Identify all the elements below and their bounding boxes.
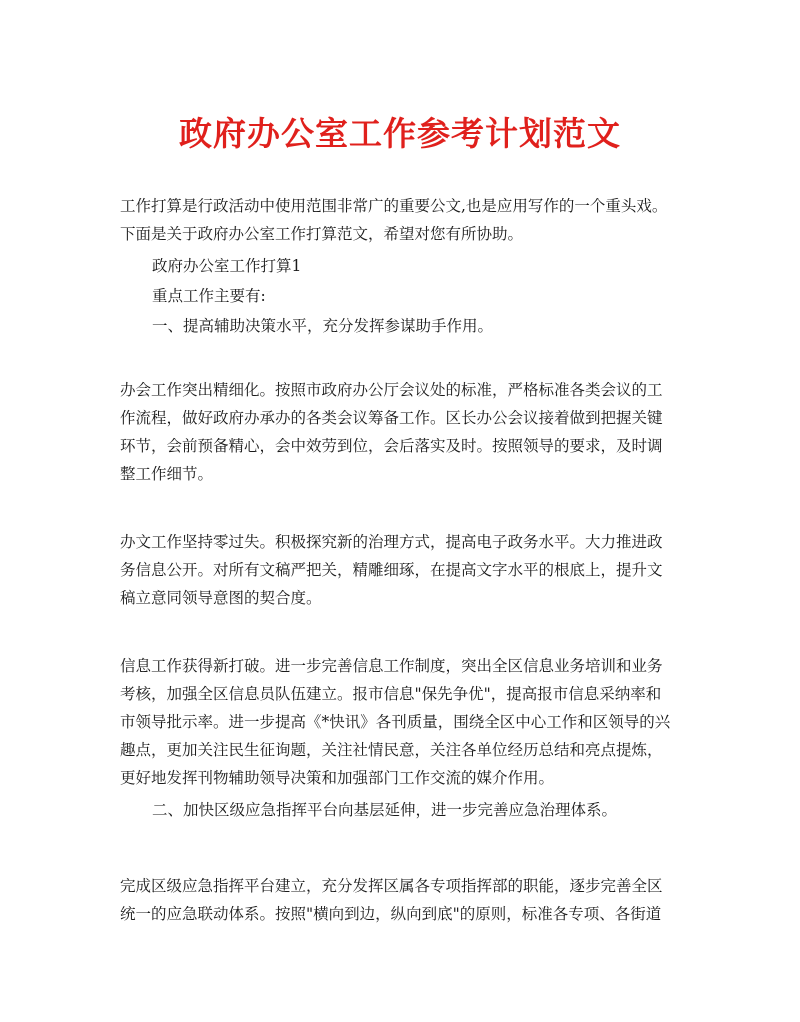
meeting-paragraph <box>120 376 688 488</box>
text-line: 趣点，更加关注民生征询题，关注社情民意，关注各单位经历总结和亮点提炼， <box>120 741 663 759</box>
heading-block <box>120 252 688 340</box>
key-work-label: 重点工作主要有: <box>152 287 266 305</box>
text-line: 信息工作获得新打破。进一步完善信息工作制度，突出全区信息业务培训和业务 <box>120 657 663 675</box>
text-line: 市领导批示率。进一步提高《*快讯》各刊质量，围绕全区中心工作和区领导的兴 <box>120 713 671 731</box>
document-title: 政府办公室工作参考计划范文 <box>179 114 621 153</box>
text-line: 作流程，做好政府办承办的各类会议筹备工作。区长办公会议接着做到把握关键 <box>120 409 663 427</box>
text-line: 工作打算是行政活动中使用范围非常广的重要公文,也是应用写作的一个重头戏。 <box>120 197 668 215</box>
text-line: 整工作细节。 <box>120 465 214 483</box>
text-line: 统一的应急联动体系。按照"横向到边，纵向到底"的原则，标准各专项、各街道 <box>120 905 662 923</box>
subtitle-plan-1: 政府办公室工作打算1 <box>152 257 302 275</box>
text-line: 考核，加强全区信息员队伍建立。报市信息"保先争优"，提高报市信息采纳率和 <box>120 685 662 703</box>
text-line: 办文工作坚持零过失。积极探究新的治理方式，提高电子政务水平。大力推进政 <box>120 533 663 551</box>
text-line: 环节，会前预备精心，会中效劳到位，会后落实及时。按照领导的要求，及时调 <box>120 437 663 455</box>
docs-paragraph <box>120 528 688 612</box>
emergency-paragraph <box>120 872 688 928</box>
text-line: 完成区级应急指挥平台建立，充分发挥区属各专项指挥部的职能，逐步完善全区 <box>120 877 663 895</box>
text-line: 务信息公开。对所有文稿严把关，精雕细琢，在提高文字水平的根底上，提升文 <box>120 561 663 579</box>
text-line: 下面是关于政府办公室工作打算范文，希望对您有所协助。 <box>120 225 524 243</box>
section-heading-1: 一、提高辅助决策水平，充分发挥参谋助手作用。 <box>152 317 494 335</box>
intro-paragraph <box>120 192 688 248</box>
section-heading-2: 二、加快区级应急指挥平台向基层延伸，进一步完善应急治理体系。 <box>152 801 618 819</box>
text-line: 更好地发挥刊物辅助领导决策和加强部门工作交流的媒介作用。 <box>120 769 555 787</box>
info-paragraph <box>120 652 688 824</box>
text-line: 办会工作突出精细化。按照市政府办公厅会议处的标准，严格标准各类会议的工 <box>120 381 663 399</box>
text-line: 稿立意同领导意图的契合度。 <box>120 589 322 607</box>
